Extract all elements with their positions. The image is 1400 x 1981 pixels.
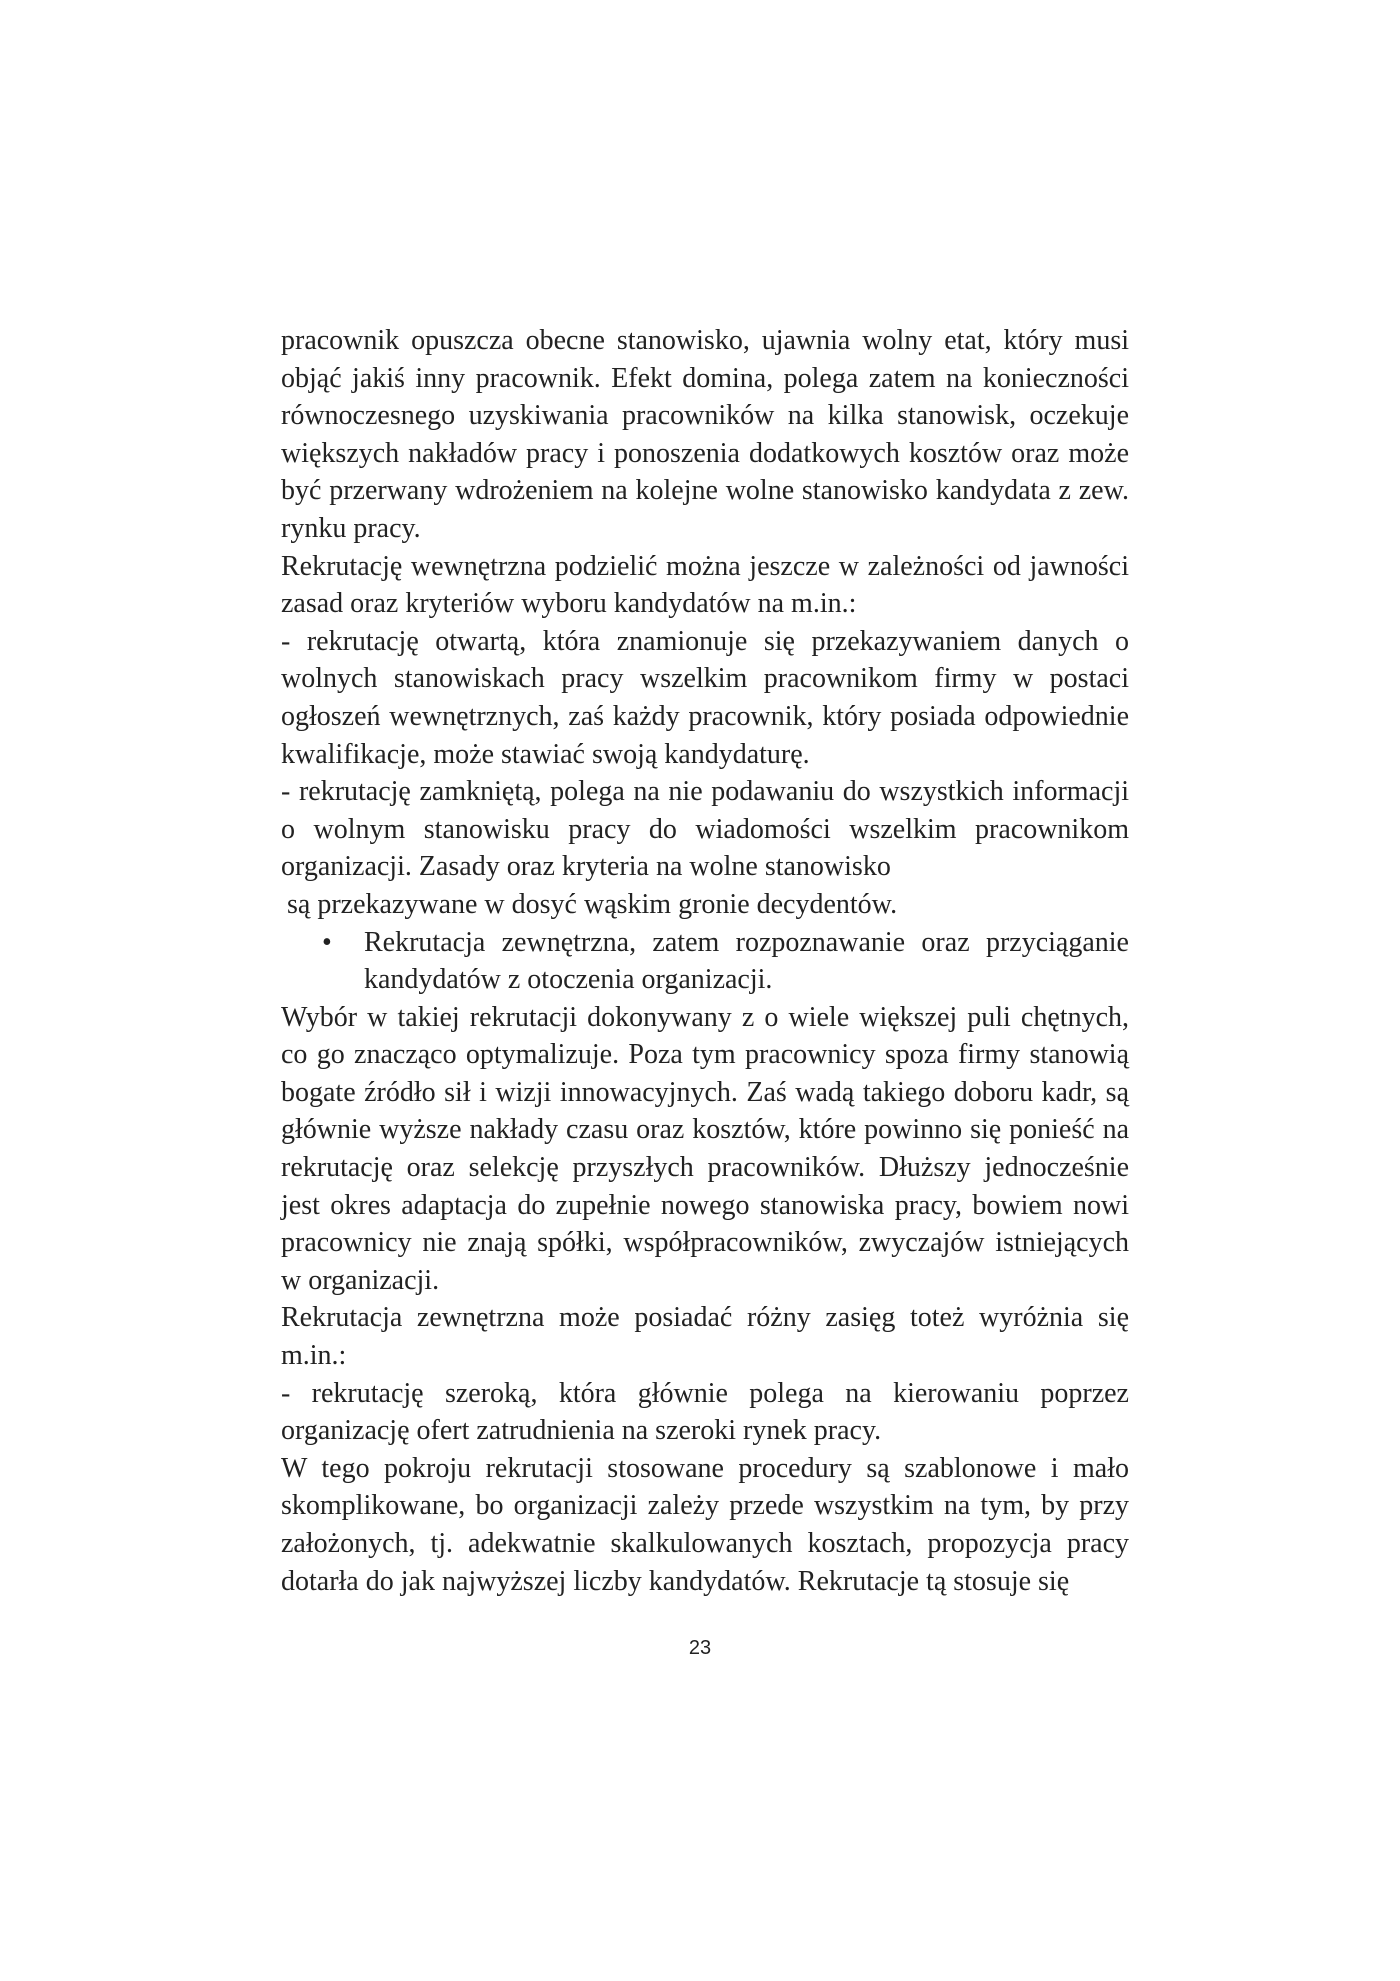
paragraph-closed-recruitment-end: są przekazywane w dosyć wąskim gronie decydentów. — [287, 888, 898, 920]
paragraph-external-scope: Rekrutacja zewnętrzna może posiadać różny zasięg toteż wyróżnia się m.in.: — [281, 1302, 1129, 1372]
paragraph-closed-recruitment: - rekrutację zamkniętą, polega na nie podawaniu do wszystkich informacji o wolnym stanowisku pracy do wiadomości wszelkim pracownikom organizacji. Zasady oraz kryteria na wolne stanowisko — [281, 776, 1129, 883]
bullet-text: Rekrutacja zewnętrzna, zatem rozpoznawanie oraz przyciąganie kandydatów z otoczenia organizacji. — [364, 926, 1129, 996]
body-text — [281, 322, 1129, 1600]
bullet-item-external-recruitment — [281, 924, 1129, 999]
paragraph-external-selection: Wybór w takiej rekrutacji dokonywany z o wiele większej puli chętnych, co go znacząco optymalizuje. Poza tym pracownicy spoza firmy stanowią bogate źródło sił i wizji innowacyjnych. Zaś wadą takiego doboru kadr, są głównie wyższe nakłady czasu oraz kosztów, które powinno się ponieść na rekrutację oraz selekcję przyszłych pracowników. Dłuższy jednocześnie jest okres adaptacja do zupełnie nowego stanowiska pracy, bowiem nowi pracownicy nie znają spółki, współpracowników, zwyczajów istniejących w organizacji. — [281, 1001, 1129, 1296]
paragraph-procedures: W tego pokroju rekrutacji stosowane procedury są szablonowe i mało skomplikowane, bo organizacji zależy przede wszystkim na tym, by przy założonych, tj. adekwatnie skalkulowanych kosztach, propozycja pracy dotarła do jak najwyższej liczby kandydatów. Rekrutacje tą stosuje się — [281, 1452, 1129, 1597]
bullet-icon: • — [322, 926, 332, 958]
paragraph-broad-recruitment: - rekrutację szeroką, która głównie polega na kierowaniu poprzez organizację ofert zatrudnienia na szeroki rynek pracy. — [281, 1377, 1129, 1447]
paragraph-open-recruitment: - rekrutację otwartą, która znamionuje się przekazywaniem danych o wolnych stanowiskach pracy wszelkim pracownikom firmy w postaci ogłoszeń wewnętrznych, zaś każdy pracownik, który posiada odpowiednie kwalifikacje, może stawiać swoją kandydaturę. — [281, 625, 1129, 770]
page-number: 23 — [688, 1637, 712, 1659]
paragraph-domino-effect: pracownik opuszcza obecne stanowisko, ujawnia wolny etat, który musi objąć jakiś inny pracownik. Efekt domina, polega zatem na konieczności równoczesnego uzyskiwania pracowników na kilka stanowisk, oczekuje większych nakładów pracy i ponoszenia dodatkowych kosztów oraz może być przerwany wdrożeniem na kolejne wolne stanowisko kandydata z zew. rynku pracy. — [281, 325, 1129, 544]
paragraph-internal-recruitment-types: Rekrutację wewnętrzna podzielić można jeszcze w zależności od jawności zasad oraz kryteriów wyboru kandydatów na m.in.: — [281, 550, 1129, 620]
